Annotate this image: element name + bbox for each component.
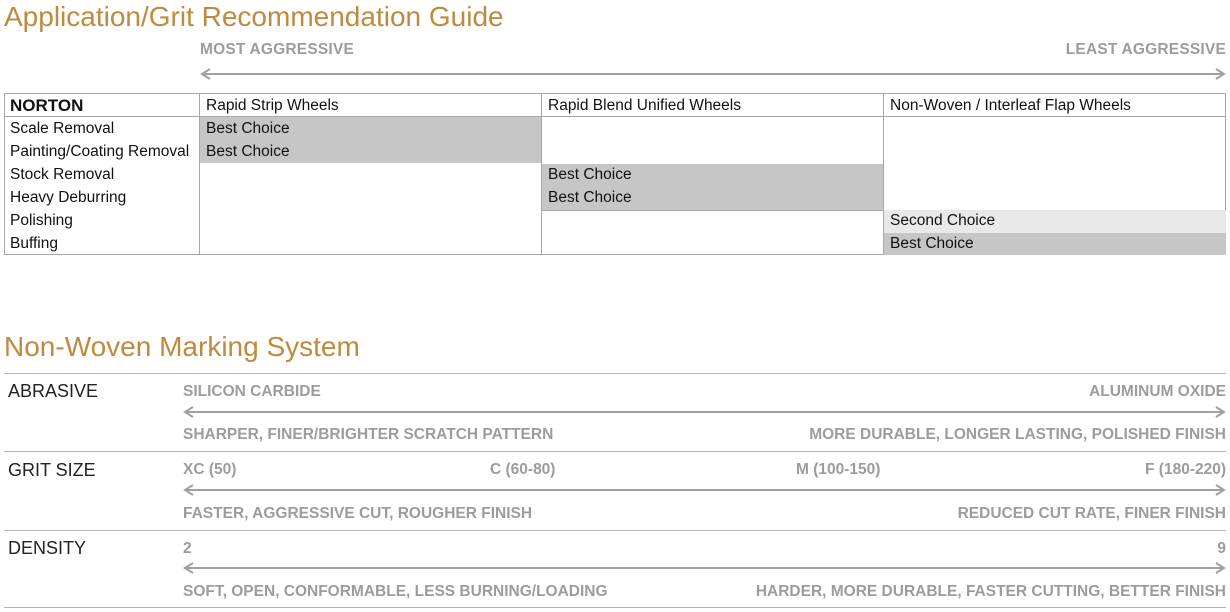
column-divider bbox=[541, 94, 542, 254]
column-header: Non-Woven / Interleaf Flap Wheels bbox=[890, 97, 1131, 114]
least-aggressive-label: LEAST AGGRESSIVE bbox=[1065, 41, 1226, 58]
grit-recommendation-table bbox=[4, 93, 1226, 255]
abrasive-arrow bbox=[183, 405, 1226, 419]
application-label: Buffing bbox=[10, 235, 58, 252]
grit-guide-title: Application/Grit Recommendation Guide bbox=[4, 1, 504, 32]
recommendation-cell: Best Choice bbox=[890, 235, 974, 252]
column-header: Rapid Blend Unified Wheels bbox=[548, 97, 741, 114]
abrasive-label: ABRASIVE bbox=[8, 381, 99, 401]
density-right: 9 bbox=[1217, 540, 1226, 557]
application-label: Painting/Coating Removal bbox=[10, 143, 190, 160]
recommendation-cell: Second Choice bbox=[890, 212, 996, 229]
density-label: DENSITY bbox=[8, 538, 87, 558]
abrasive-right: ALUMINUM OXIDE bbox=[1089, 383, 1226, 400]
grit-tick-xc: XC (50) bbox=[183, 461, 237, 478]
recommendation-cell: Best Choice bbox=[548, 189, 632, 206]
column-divider bbox=[199, 94, 200, 254]
brand-norton: NORTON bbox=[10, 96, 84, 115]
abrasive-right-description: MORE DURABLE, LONGER LASTING, POLISHED FINISH bbox=[809, 426, 1226, 443]
grit-size-label: GRIT SIZE bbox=[8, 460, 96, 480]
marking-system-title: Non-Woven Marking System bbox=[4, 331, 360, 362]
most-aggressive-label: MOST AGGRESSIVE bbox=[200, 41, 355, 58]
column-divider bbox=[883, 94, 884, 254]
grit-tick-c: C (60-80) bbox=[490, 461, 556, 478]
density-left-description: SOFT, OPEN, CONFORMABLE, LESS BURNING/LOADING bbox=[183, 583, 608, 600]
grit-tick-f: F (180-220) bbox=[1145, 461, 1226, 478]
recommendation-cell: Best Choice bbox=[206, 143, 290, 160]
grit-left-description: FASTER, AGGRESSIVE CUT, ROUGHER FINISH bbox=[183, 505, 533, 522]
application-label: Scale Removal bbox=[10, 120, 115, 137]
grit-size-arrow bbox=[183, 483, 1226, 497]
column-header: Rapid Strip Wheels bbox=[206, 97, 339, 114]
density-arrow bbox=[183, 561, 1226, 575]
grit-tick-m: M (100-150) bbox=[796, 461, 881, 478]
row-rule bbox=[4, 451, 1226, 452]
application-label: Heavy Deburring bbox=[10, 189, 127, 206]
application-label: Polishing bbox=[10, 212, 73, 229]
abrasive-left: SILICON CARBIDE bbox=[183, 383, 321, 400]
abrasive-left-description: SHARPER, FINER/BRIGHTER SCRATCH PATTERN bbox=[183, 426, 554, 443]
section-rule bbox=[4, 373, 1226, 374]
section-bottom-rule bbox=[4, 607, 1226, 608]
density-right-description: HARDER, MORE DURABLE, FASTER CUTTING, BETTER FINISH bbox=[755, 583, 1226, 600]
grit-right-description: REDUCED CUT RATE, FINER FINISH bbox=[957, 505, 1226, 522]
cell-divider bbox=[541, 210, 883, 211]
recommendation-cell: Best Choice bbox=[548, 166, 632, 183]
recommendation-cell: Best Choice bbox=[206, 120, 290, 137]
density-left: 2 bbox=[183, 540, 192, 557]
row-rule bbox=[4, 530, 1226, 531]
aggressiveness-arrow bbox=[200, 67, 1226, 81]
application-label: Stock Removal bbox=[10, 166, 115, 183]
